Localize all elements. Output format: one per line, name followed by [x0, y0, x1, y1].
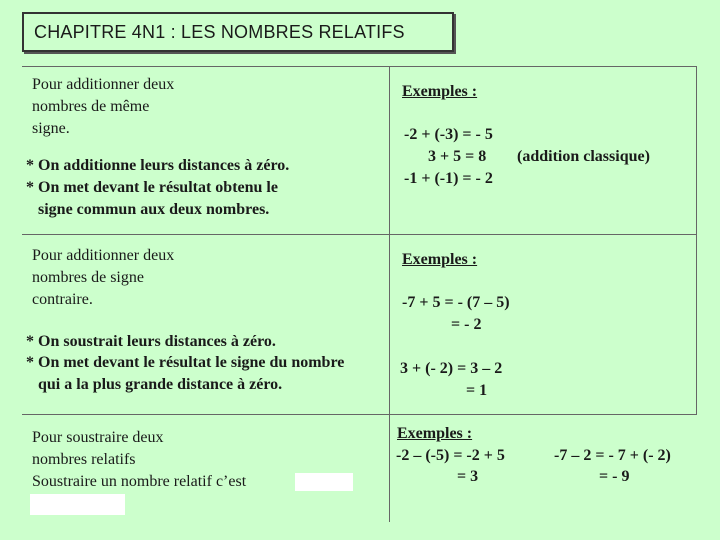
row-divider-2: [22, 414, 697, 415]
row2-heading-line3: contraire.: [32, 291, 93, 308]
row3-example1-line2: = 3: [457, 468, 479, 485]
row1-example-2: 3 + 5 = 8: [428, 148, 487, 165]
row3-example1-line1: -2 – (-5) = -2 + 5: [396, 447, 505, 464]
row1-heading-line1: Pour additionner deux: [32, 76, 175, 93]
row2-rule-line3: qui a la plus grande distance à zéro.: [26, 376, 283, 393]
row1-rule-line3: signe commun aux deux nombres.: [26, 201, 270, 218]
row2-example1-line2: = - 2: [451, 316, 482, 333]
table-border-top: [22, 66, 697, 67]
row1-example-3: -1 + (-1) = - 2: [404, 170, 493, 187]
row2-rule-line2: * On met devant le résultat le signe du nombre: [26, 354, 345, 371]
row2-heading-line2: nombres de signe: [32, 269, 144, 286]
row3-examples-label: Exemples :: [397, 425, 473, 442]
row3-example2-line2: = - 9: [599, 468, 630, 485]
row2-heading-line1: Pour additionner deux: [32, 247, 175, 264]
row1-rule-line2: * On met devant le résultat obtenu le: [26, 179, 278, 196]
row3-rule: Soustraire un nombre relatif c’est: [32, 473, 247, 490]
row2-rule-line1: * On soustrait leurs distances à zéro.: [26, 333, 276, 350]
title-box: [22, 12, 454, 52]
row3-heading-line2: nombres relatifs: [32, 451, 136, 468]
hidden-answer-mask-1: [295, 473, 353, 491]
row2-examples-label: Exemples :: [402, 251, 478, 268]
row-divider-1: [22, 234, 697, 235]
row2-example1-line1: -7 + 5 = - (7 – 5): [402, 294, 510, 311]
table-border-right: [696, 66, 697, 414]
row3-example2-line1: -7 – 2 = - 7 + (- 2): [554, 447, 671, 464]
row1-heading-line2: nombres de même: [32, 98, 150, 115]
hidden-answer-mask-2: [30, 494, 125, 515]
row1-example-1: -2 + (-3) = - 5: [404, 126, 493, 143]
row3-heading-line1: Pour soustraire deux: [32, 429, 164, 446]
row1-examples-label: Exemples :: [402, 83, 478, 100]
row1-example-note: (addition classique): [517, 148, 650, 165]
column-divider: [389, 66, 390, 522]
row2-example2-line2: = 1: [466, 382, 488, 399]
row2-example2-line1: 3 + (- 2) = 3 – 2: [400, 360, 503, 377]
page-title: CHAPITRE 4N1 : LES NOMBRES RELATIFS: [34, 22, 405, 42]
row1-heading-line3: signe.: [32, 120, 70, 137]
row1-rule-line1: * On additionne leurs distances à zéro.: [26, 157, 290, 174]
